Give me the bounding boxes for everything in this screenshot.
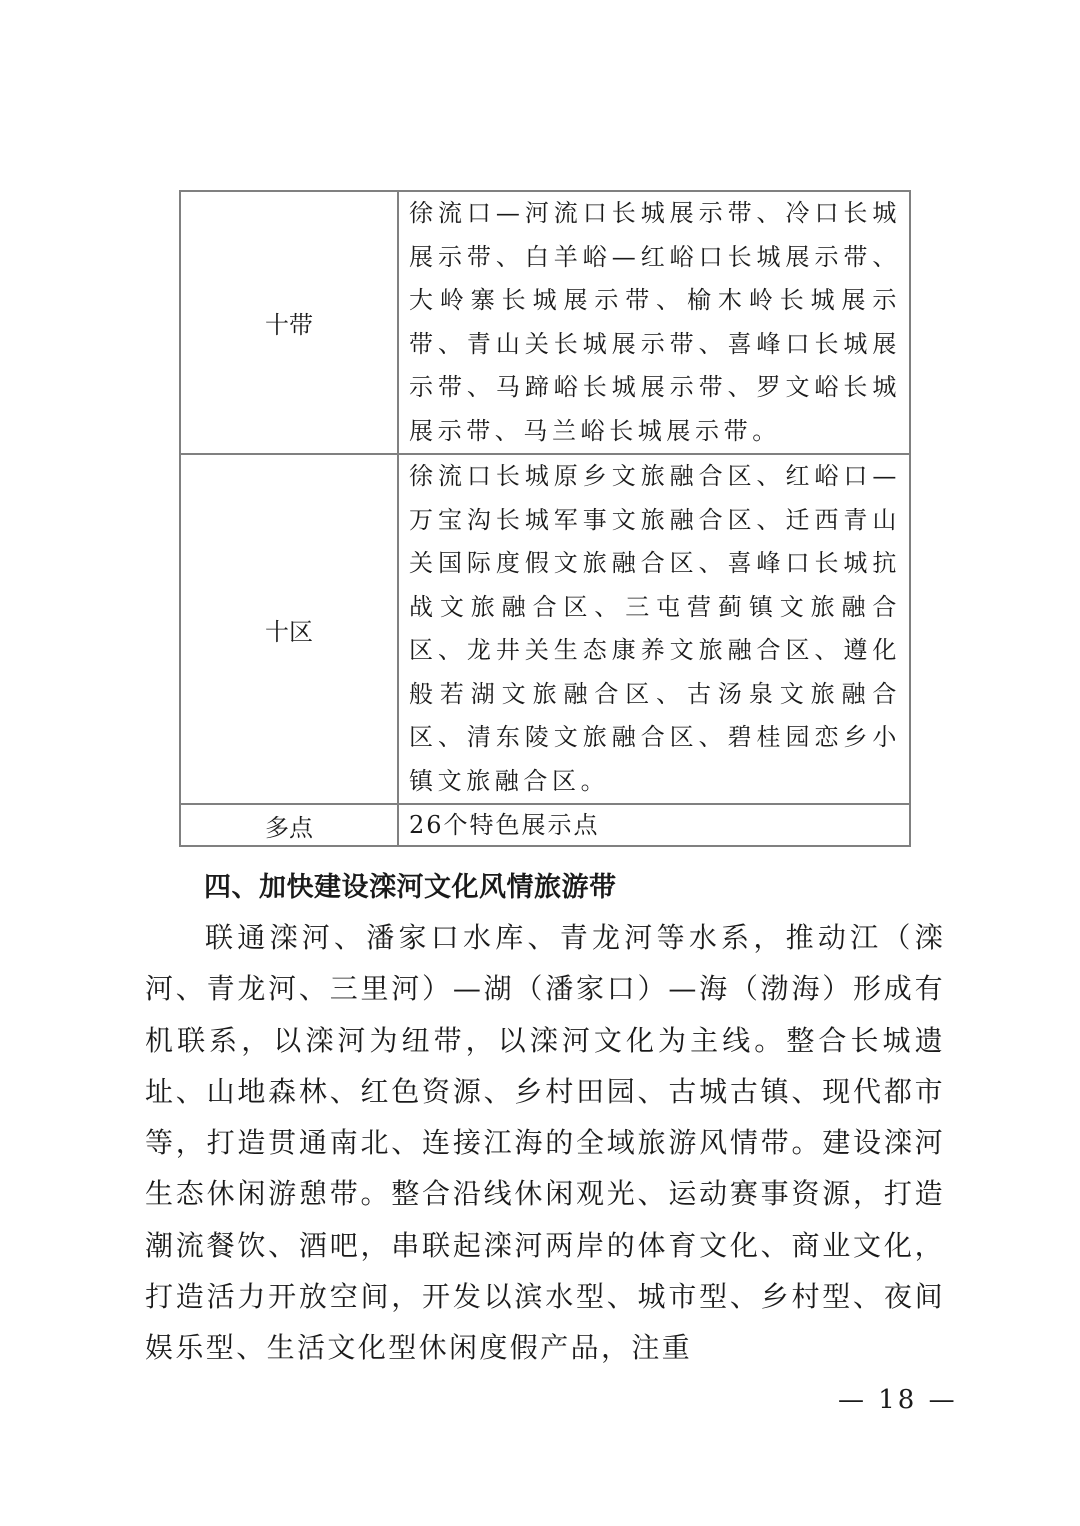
section-heading: 四、加快建设滦河文化风情旅游带 bbox=[204, 872, 617, 903]
table-row bbox=[180, 191, 910, 454]
zones-table bbox=[179, 190, 911, 847]
row-content: 徐流口长城原乡文旅融合区、红峪口—万宝沟长城军事文旅融合区、迁西青山关国际度假文旅融合区、喜峰口长城抗战文旅融合区、三屯营蓟镇文旅融合区、龙井关生态康养文旅融合区、遵化般若湖文旅融合区、古汤泉文旅融合区、清东陵文旅融合区、碧桂园恋乡小镇文旅融合区。 bbox=[398, 454, 910, 804]
row-label: 十区 bbox=[180, 454, 398, 804]
table-row bbox=[180, 454, 910, 804]
row-content: 26个特色展示点 bbox=[398, 804, 910, 846]
row-label: 多点 bbox=[180, 804, 398, 846]
page-number: — 18 — bbox=[838, 1385, 958, 1415]
table-row bbox=[180, 804, 910, 846]
row-label: 十带 bbox=[180, 191, 398, 454]
row-content: 徐流口—河流口长城展示带、冷口长城展示带、白羊峪—红峪口长城展示带、大岭寨长城展示带、榆木岭长城展示带、青山关长城展示带、喜峰口长城展示带、马蹄峪长城展示带、罗文峪长城展示带、马兰峪长城展示带。 bbox=[398, 191, 910, 454]
section-paragraph: 联通滦河、潘家口水库、青龙河等水系，推动江（滦河、青龙河、三里河）—湖（潘家口）—海（渤海）形成有机联系，以滦河为纽带，以滦河文化为主线。整合长城遗址、山地森林、红色资源、乡村田园、古城古镇、现代都市等，打造贯通南北、连接江海的全域旅游风情带。建设滦河生态休闲游憩带。整合沿线休闲观光、运动赛事资源，打造潮流餐饮、酒吧，串联起滦河两岸的体育文化、商业文化，打造活力开放空间，开发以滨水型、城市型、乡村型、夜间娱乐型、生活文化型休闲度假产品，注重 bbox=[145, 921, 945, 1365]
